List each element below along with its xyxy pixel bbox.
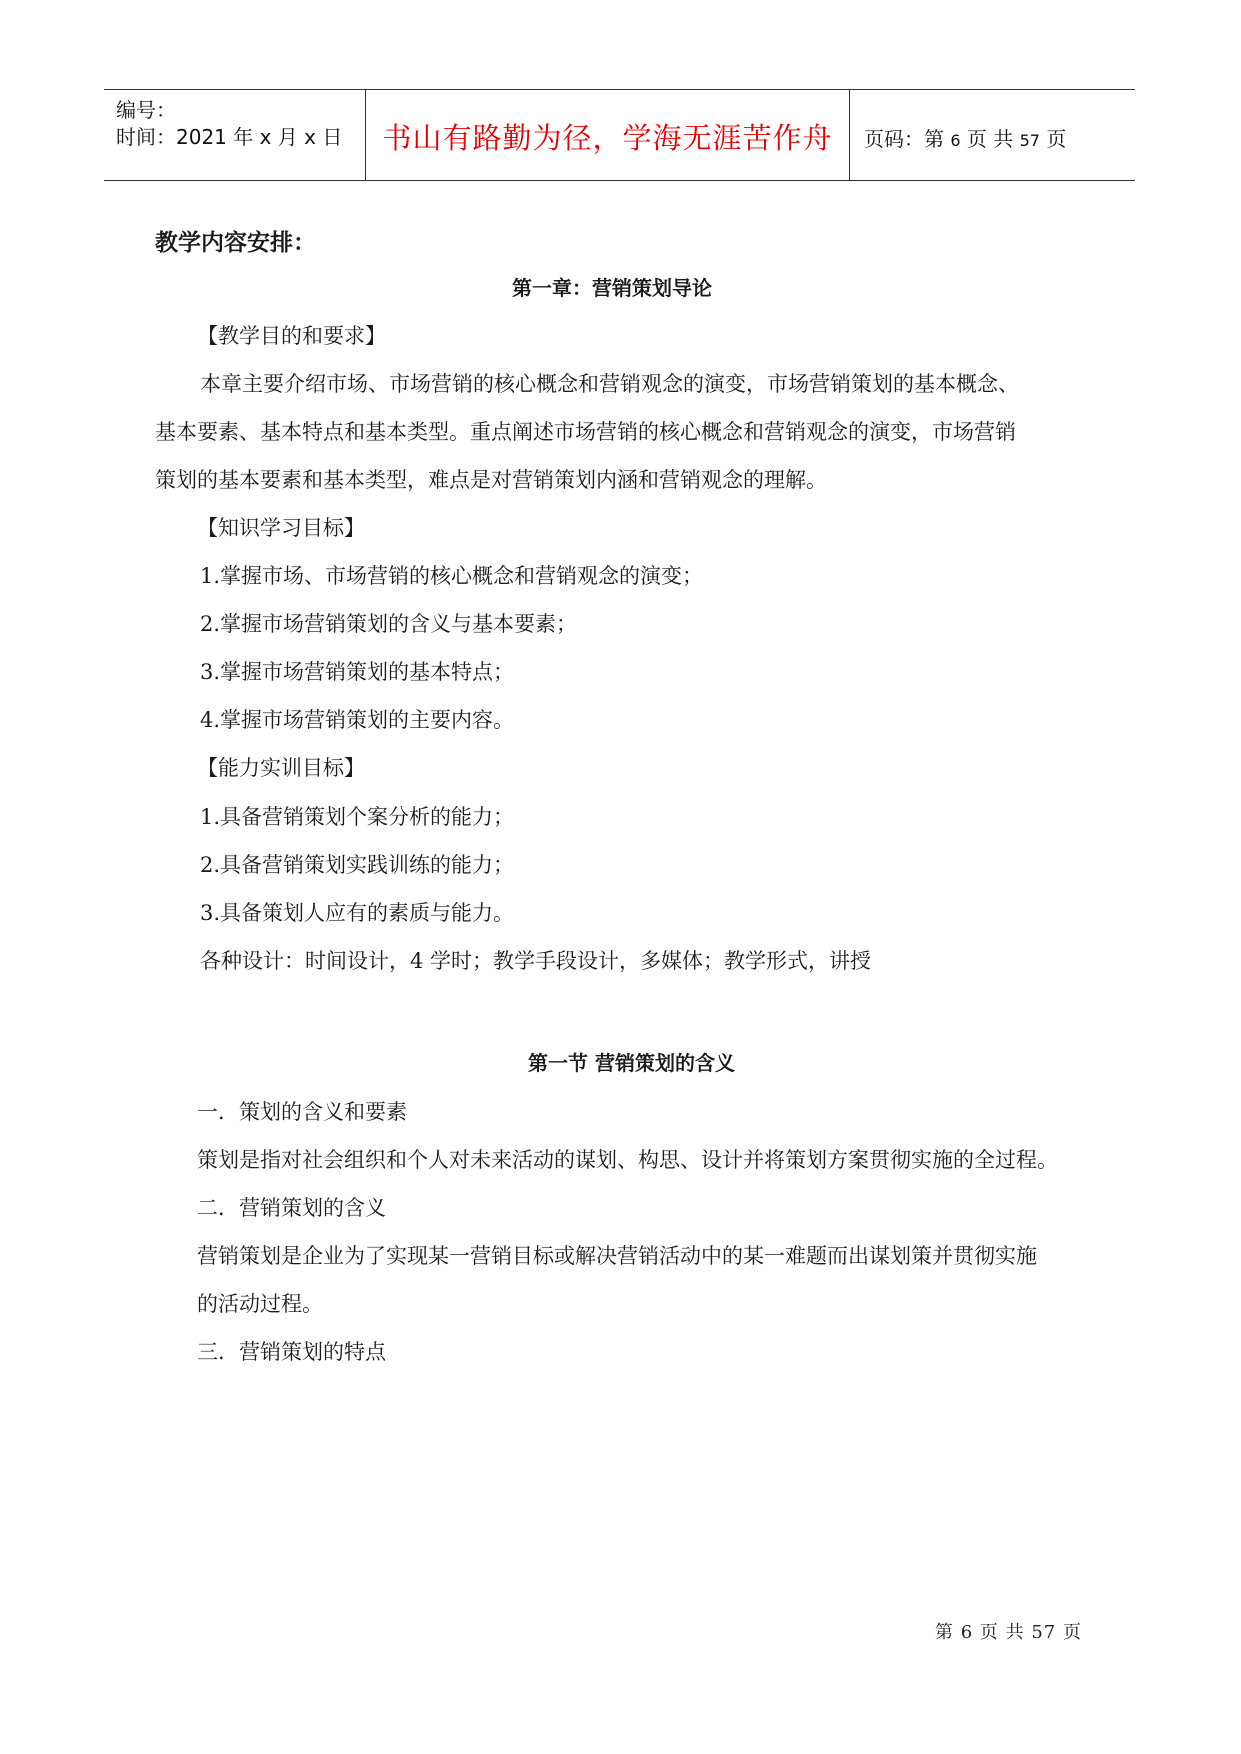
knowledge-item: 3.掌握市场营销策划的基本特点； xyxy=(200,660,515,684)
section1-title: 第一节 营销策划的含义 xyxy=(528,1051,735,1075)
ability-item: 2.具备营销策划实践训练的能力； xyxy=(200,853,515,877)
page-total: 57 xyxy=(1019,131,1040,150)
ability-heading: 【能力实训目标】 xyxy=(197,756,365,780)
page-current: 6 xyxy=(950,131,961,150)
page-label-mid: 页 共 xyxy=(966,127,1014,151)
header-page-number xyxy=(864,123,1066,152)
aims-paragraph-line-3: 策划的基本要素和基本类型，难点是对营销策划内涵和营销观念的理解。 xyxy=(155,468,827,492)
page-footer: 第 6 页 共 57 页 xyxy=(935,1622,1082,1643)
subsection-heading: 一．策划的含义和要素 xyxy=(197,1100,407,1124)
knowledge-item: 2.掌握市场营销策划的含义与基本要素； xyxy=(200,612,578,636)
serial-number-label: 编号： xyxy=(116,98,176,122)
subsection-text-line-2: 的活动过程。 xyxy=(197,1292,323,1316)
aims-heading: 【教学目的和要求】 xyxy=(197,324,386,348)
aims-paragraph-line-2: 基本要素、基本特点和基本类型。重点阐述市场营销的核心概念和营销观念的演变，市场营销 xyxy=(155,420,1016,444)
ability-item: 1.具备营销策划个案分析的能力； xyxy=(200,805,515,829)
aims-paragraph-line-1: 本章主要介绍市场、市场营销的核心概念和营销观念的演变，市场营销策划的基本概念、 xyxy=(200,372,1019,396)
page-label-suffix: 页 xyxy=(1046,127,1067,151)
date-label: 时间：2021 年 x 月 x 日 xyxy=(116,125,343,149)
knowledge-item: 4.掌握市场营销策划的主要内容。 xyxy=(200,708,515,732)
knowledge-item: 1.掌握市场、市场营销的核心概念和营销观念的演变； xyxy=(200,564,704,588)
header-page-cell xyxy=(850,90,1135,180)
page-label-prefix: 页码：第 xyxy=(864,127,944,151)
subsection-heading: 三．营销策划的特点 xyxy=(197,1340,386,1364)
header-meta-cell xyxy=(104,90,366,180)
subsection-heading: 二．营销策划的含义 xyxy=(197,1196,386,1220)
page-header-table xyxy=(104,89,1135,181)
header-motto-cell xyxy=(366,90,850,180)
ability-item: 3.具备策划人应有的素质与能力。 xyxy=(200,901,515,925)
motto-text: 书山有路勤为径，学海无涯苦作舟 xyxy=(382,121,833,155)
subsection-text-line-1: 营销策划是企业为了实现某一营销目标或解决营销活动中的某一难题而出谋划策并贯彻实施 xyxy=(197,1244,1037,1268)
knowledge-heading: 【知识学习目标】 xyxy=(197,516,365,540)
subsection-text: 策划是指对社会组织和个人对未来活动的谋划、构思、设计并将策划方案贯彻实施的全过程。 xyxy=(197,1148,1058,1172)
chapter-title: 第一章：营销策划导论 xyxy=(512,276,712,300)
design-line: 各种设计：时间设计，4 学时；教学手段设计，多媒体；教学形式，讲授 xyxy=(200,949,872,973)
section-title: 教学内容安排： xyxy=(155,230,316,256)
